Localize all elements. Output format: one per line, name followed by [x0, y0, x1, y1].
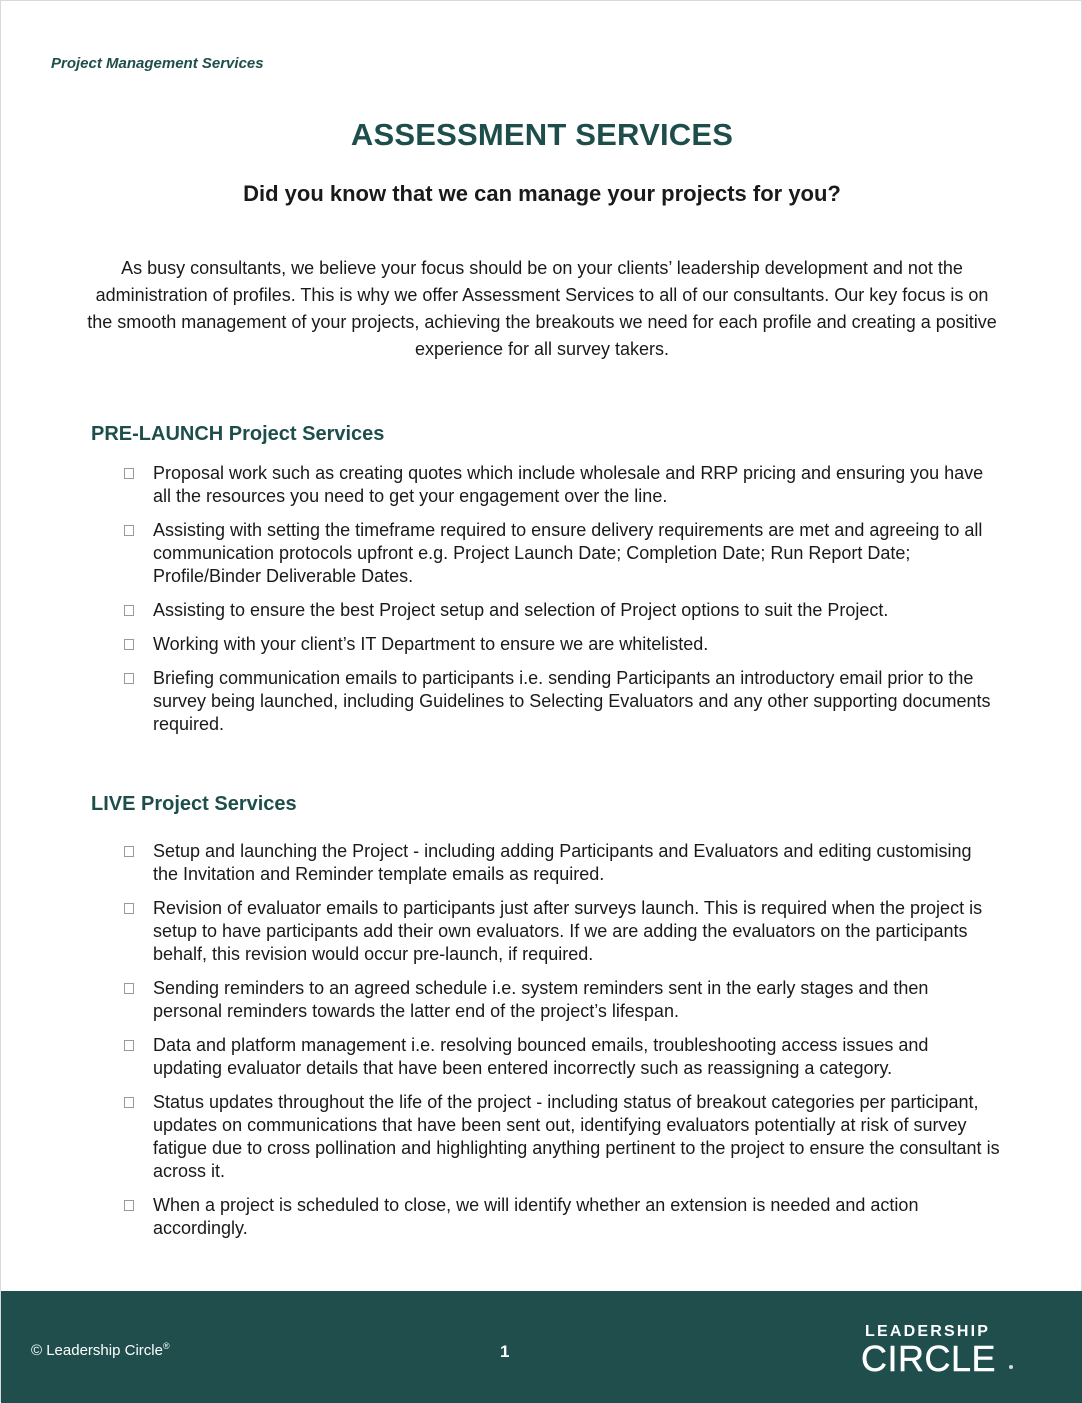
page-footer	[1, 1291, 1082, 1403]
list-item-text: Assisting to ensure the best Project setup and selection of Project options to suit the Project.	[153, 600, 889, 620]
leadership-circle-logo	[859, 1323, 1019, 1377]
list-item-text: Status updates throughout the life of the project - including status of breakout categories per participant, updates on communications that have been sent out, identifying evaluators potentially at risk of survey fatigue due to cross pollination and highlighting anything pertinent to the project to ensure the consultant is across it.	[153, 1092, 1000, 1181]
checkbox-bullet-icon	[124, 605, 134, 616]
page-title: ASSESSMENT SERVICES	[350, 117, 734, 152]
header-label: Project Management Services	[51, 55, 264, 72]
checkbox-bullet-icon	[124, 903, 134, 914]
logo-wordmark-bottom: CIRCLE	[861, 1338, 997, 1379]
checkbox-bullet-icon	[124, 1097, 134, 1108]
list-item	[121, 977, 1001, 1023]
checkbox-bullet-icon	[124, 639, 134, 650]
logo-wordmark-top: LEADERSHIP	[865, 1323, 991, 1340]
checkbox-bullet-icon	[124, 846, 134, 857]
list-item-text: Proposal work such as creating quotes which include wholesale and RRP pricing and ensuring you have all the resources you need to get your engagement over the line.	[153, 463, 984, 506]
list-item	[121, 897, 1001, 966]
live-list	[121, 840, 1001, 1251]
checkbox-bullet-icon	[124, 1200, 134, 1211]
list-item	[121, 667, 1001, 736]
copyright-notice	[31, 1341, 170, 1359]
list-item-text: When a project is scheduled to close, we will identify whether an extension is needed and action accordingly.	[153, 1195, 919, 1238]
intro-paragraph: As busy consultants, we believe your focus should be on your clients’ leadership development and not the administration of profiles. This is why we offer Assessment Services to all of our consultants. Our key focus is on the smooth management of your projects, achieving the breakouts we need for each profile and creating a positive experience for all survey takers.	[87, 258, 997, 359]
list-item-text: Working with your client’s IT Department to ensure we are whitelisted.	[153, 634, 709, 654]
list-item-text: Assisting with setting the timeframe required to ensure delivery requirements are met and agreeing to all communication protocols upfront e.g. Project Launch Date; Completion Date; Run Report Date; Profile/Binder Deliverable Dates.	[153, 520, 983, 586]
logo-dot-icon	[1009, 1365, 1013, 1369]
list-item-text: Setup and launching the Project - including adding Participants and Evaluators and editing customising the Invitation and Reminder template emails as required.	[153, 841, 972, 884]
checkbox-bullet-icon	[124, 1040, 134, 1051]
list-item	[121, 519, 1001, 588]
copyright-text: © Leadership Circle	[31, 1342, 163, 1359]
prelaunch-list	[121, 462, 1001, 747]
page-number: 1	[500, 1342, 510, 1361]
live-heading: LIVE Project Services	[91, 793, 297, 815]
list-item-text: Revision of evaluator emails to participants just after surveys launch. This is required when the project is setup to have participants add their own evaluators. If we are adding the evaluators on the participants behalf, this revision would occur pre-launch, if required.	[153, 898, 983, 964]
page-subtitle: Did you know that we can manage your projects for you?	[243, 181, 841, 206]
checkbox-bullet-icon	[124, 673, 134, 684]
list-item	[121, 840, 1001, 886]
list-item	[121, 633, 1001, 656]
list-item-text: Data and platform management i.e. resolving bounced emails, troubleshooting access issues and updating evaluator details that have been entered incorrectly such as reassigning a category.	[153, 1035, 929, 1078]
list-item	[121, 1194, 1001, 1240]
registered-mark: ®	[162, 1341, 170, 1351]
checkbox-bullet-icon	[124, 983, 134, 994]
list-item	[121, 599, 1001, 622]
prelaunch-heading: PRE-LAUNCH Project Services	[91, 423, 385, 445]
list-item-text: Briefing communication emails to participants i.e. sending Participants an introductory email prior to the survey being launched, including Guidelines to Selecting Evaluators and any other supporting documents required.	[153, 668, 991, 734]
list-item	[121, 462, 1001, 508]
list-item	[121, 1034, 1001, 1080]
checkbox-bullet-icon	[124, 525, 134, 536]
list-item	[121, 1091, 1001, 1183]
checkbox-bullet-icon	[124, 468, 134, 479]
list-item-text: Sending reminders to an agreed schedule i.e. system reminders sent in the early stages and then personal reminders towards the latter end of the project’s lifespan.	[153, 978, 929, 1021]
